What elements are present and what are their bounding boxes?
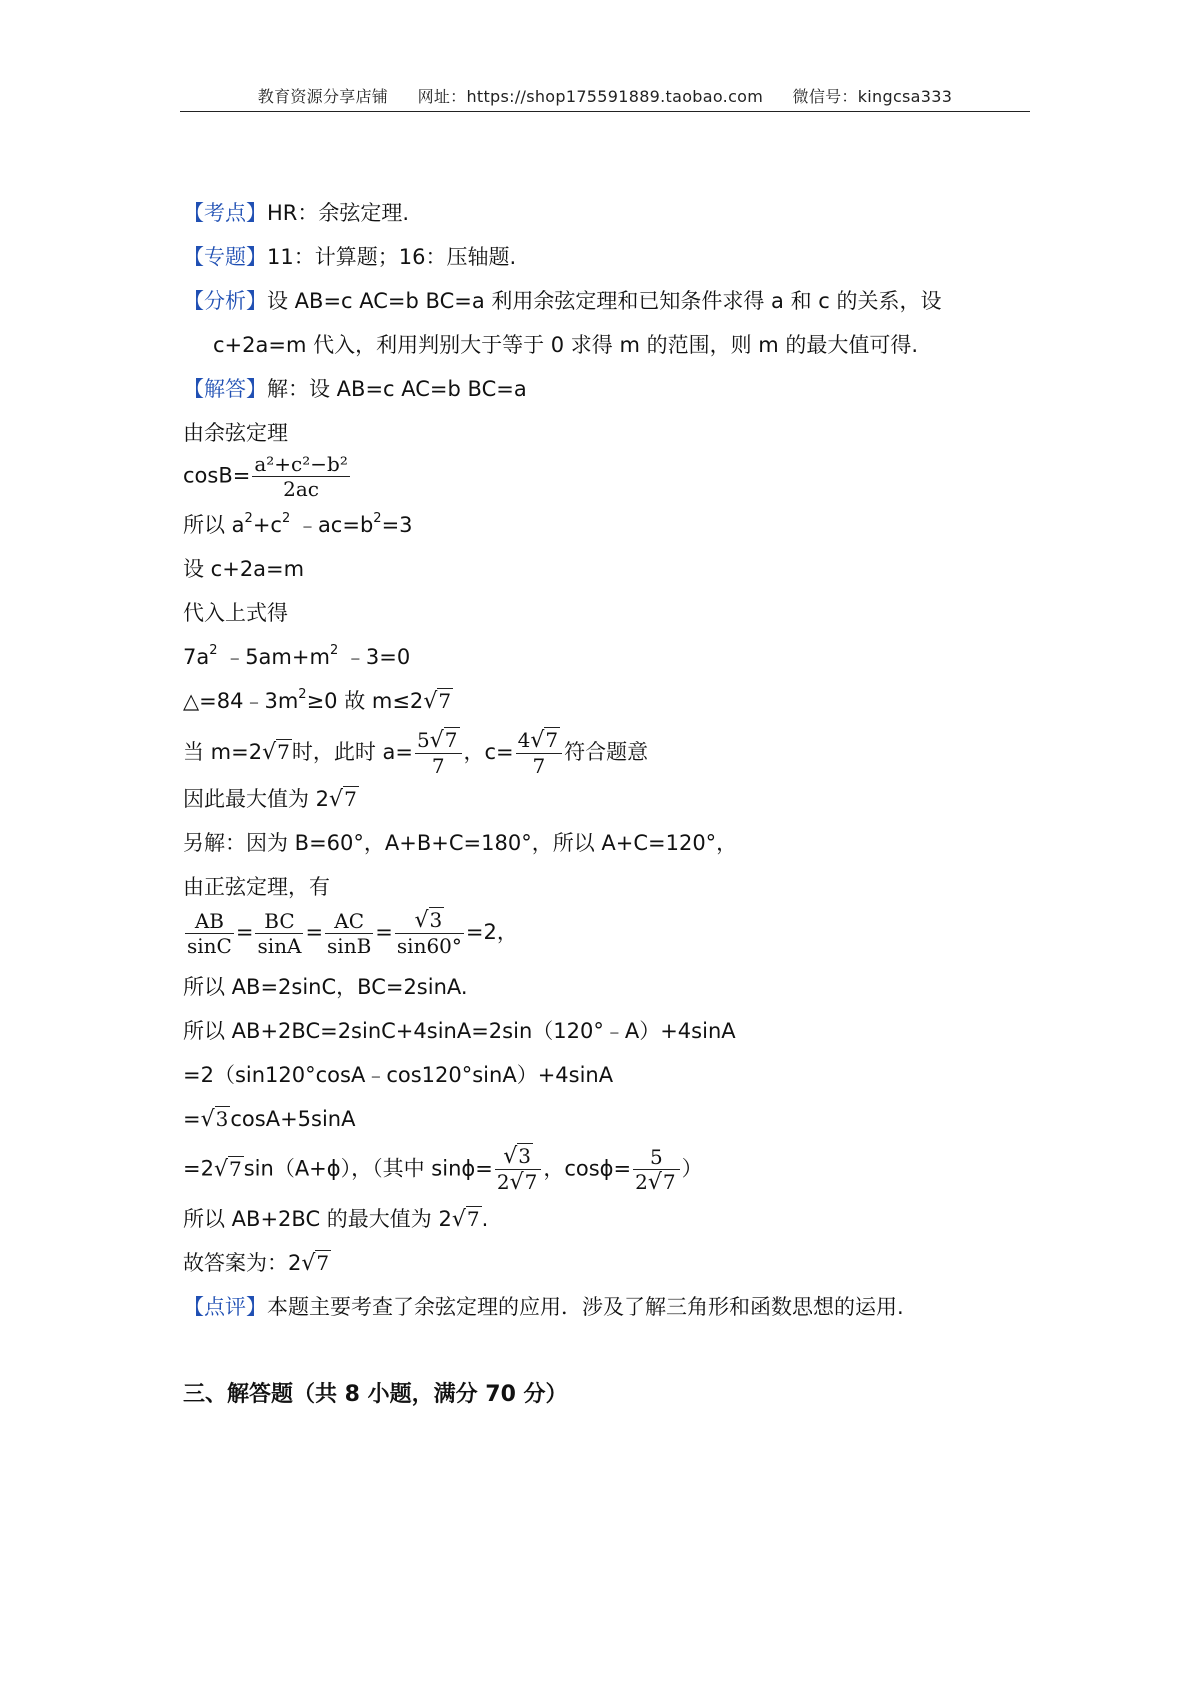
wechat-info	[793, 87, 953, 106]
expand3-rest: cosA+5sinA	[230, 1107, 356, 1131]
two-coef: 2	[496, 1170, 510, 1194]
relation-part-2: +c	[252, 513, 282, 537]
equals-2: =	[305, 920, 324, 944]
answer-text: 故答案为：2	[183, 1251, 302, 1275]
five-num: 5	[633, 1145, 680, 1170]
sqrt-7: √7	[329, 787, 357, 812]
sqrt-7: √7	[423, 689, 452, 714]
expand-line-4	[183, 1144, 703, 1195]
jieda-tag: 【解答】	[183, 377, 267, 401]
quad-part-3: ﹣3=0	[338, 645, 411, 669]
sqrt-7-radicand: 7	[545, 728, 559, 752]
ab-bc-line: 所以 AB=2sinC，BC=2sinA.	[183, 975, 468, 999]
exp-m2: 2	[329, 643, 339, 658]
two-coef: 2	[635, 1169, 648, 1194]
ab-sinc-fraction	[185, 909, 234, 958]
quad-part-2: ﹣5am+m	[217, 645, 330, 669]
quad-part-1: 7a	[183, 645, 210, 669]
sqrt-7-radicand: 7	[662, 1169, 676, 1194]
sine-law-line: 由正弦定理，有	[183, 875, 330, 899]
dianping-line	[183, 1292, 904, 1322]
zhuanti-tag: 【专题】	[183, 245, 267, 269]
max-value-line	[183, 784, 359, 815]
shop-name: 教育资源分享店铺	[257, 87, 389, 106]
zhuanti-text: 11：计算题；16：压轴题.	[267, 245, 517, 269]
sina-den: sinA	[257, 933, 302, 958]
kaodian-tag: 【考点】	[183, 201, 267, 225]
bc-sina-fraction	[255, 909, 303, 958]
expand4-close: ）	[681, 1156, 703, 1181]
cosB-fraction	[252, 452, 350, 501]
wechat-id: kingcsa333	[857, 87, 953, 106]
expand-line-3	[183, 1104, 355, 1135]
cosB-numerator: a²+c²−b²	[254, 452, 348, 476]
equality-case-line	[183, 728, 648, 778]
sqrt-7-radicand: 7	[444, 728, 458, 752]
expand3-eq: =	[183, 1107, 201, 1131]
relation-part-1: 所以 a	[183, 513, 245, 537]
set-m-line: 设 c+2a=m	[183, 557, 305, 581]
site-label: 网址：	[417, 87, 467, 106]
sqrt-3-radicand: 3	[429, 908, 443, 932]
sqrt-7-radicand: 7	[229, 1156, 242, 1181]
max-value-text: 因此最大值为 2	[183, 787, 330, 811]
equals-3: =	[375, 920, 393, 944]
zhuanti-line	[183, 242, 516, 272]
equals-1: =	[235, 920, 254, 944]
equals-two: =2，	[465, 920, 518, 944]
exp-a: 2	[244, 511, 253, 526]
a-coef: 5	[417, 728, 430, 752]
expand4-part-3: ，cosϕ=	[543, 1156, 632, 1181]
site-url[interactable]: https://shop175591889.taobao.com	[466, 87, 764, 106]
expand4-part-2: sin（A+ϕ），（其中 sinϕ=	[243, 1156, 493, 1181]
sqrt-7-radicand: 7	[438, 689, 452, 713]
expand4-part-1: =2	[183, 1156, 214, 1181]
section-heading: 三、解答题（共 8 小题，满分 70 分）	[183, 1382, 568, 1407]
eq-case-part-3: ，c=	[463, 740, 514, 764]
sqrt-3: √3	[200, 1107, 229, 1132]
bc-num: BC	[255, 909, 303, 934]
fenxi-tag: 【分析】	[183, 289, 267, 313]
ac-sinb-fraction	[325, 909, 373, 958]
page-header	[180, 84, 1030, 107]
sqrt-7: √7	[262, 740, 290, 765]
alt-solution-line: 另解：因为 B=60°，A+B+C=180°，所以 A+C=120°，	[183, 831, 738, 855]
answer-line	[183, 1248, 331, 1279]
sqrt-7: √7	[301, 1251, 330, 1276]
sqrt-7-radicand: 7	[344, 787, 357, 811]
relation-part-3: ﹣ac=b	[290, 513, 374, 537]
dianping-text: 本题主要考查了余弦定理的应用．涉及了解三角形和函数思想的运用.	[267, 1295, 904, 1319]
expand-line-2: =2（sin120°cosA﹣cos120°sinA）+4sinA	[183, 1063, 614, 1087]
sqrt-7-radicand: 7	[316, 1251, 330, 1275]
c-den: 7	[532, 754, 546, 778]
eq-case-part-2: 时，此时 a=	[291, 740, 413, 764]
sinb-den: sinB	[327, 933, 372, 958]
wechat-label: 微信号：	[792, 87, 858, 106]
cosphi-fraction: $\frac{5}{2√7}$	[633, 1145, 680, 1195]
fenxi-line-1	[183, 286, 941, 316]
relation-line	[183, 510, 413, 540]
alt-max-text: 所以 AB+2BC 的最大值为 2	[183, 1207, 452, 1231]
exp-b: 2	[373, 511, 382, 526]
dianping-tag: 【点评】	[183, 1295, 267, 1319]
a-value-fraction: $\frac{5√7}{7}$	[415, 728, 462, 778]
sinc-den: sinC	[187, 933, 232, 958]
sinphi-fraction: $\frac{√3}{2√7}$	[495, 1144, 542, 1195]
a-den: 7	[431, 754, 445, 778]
site-info	[418, 87, 764, 106]
jieda-line	[183, 374, 527, 404]
sqrt-7-radicand: 7	[524, 1170, 538, 1194]
eq-case-part-1: 当 m=2	[183, 740, 263, 764]
kaodian-line	[183, 198, 409, 228]
fenxi-text-1: 设 AB=c AC=b BC=a 利用余弦定理和已知条件求得 a 和 c 的关系，设	[267, 289, 942, 313]
fenxi-line-2: c+2a=m 代入，利用判别大于等于 0 求得 m 的范围，则 m 的最大值可得.	[213, 333, 919, 357]
disc-part-2: ≥0 故 m≤2	[306, 689, 424, 713]
sqrt3-sin60-fraction: $\frac{√3}{\sin 60^\circ}$	[396, 908, 462, 958]
ab-num: AB	[185, 909, 234, 934]
cosB-denominator: 2ac	[283, 477, 320, 501]
sqrt-7-radicand: 7	[466, 1207, 480, 1231]
cosine-law-line: 由余弦定理	[183, 421, 288, 445]
exp-c: 2	[281, 511, 291, 526]
expand-line-1: 所以 AB+2BC=2sinC+4sinA=2sin（120°﹣A）+4sinA	[183, 1019, 736, 1043]
sine-ratio-line	[183, 908, 518, 958]
jieda-intro: 解：设 AB=c AC=b BC=a	[267, 377, 527, 401]
exp-m2b: 2	[298, 687, 307, 702]
alt-max-line	[183, 1204, 488, 1235]
sqrt-3-radicand: 3	[518, 1144, 531, 1168]
sqrt-3-radicand: 3	[215, 1107, 229, 1131]
ac-num: AC	[325, 909, 373, 934]
sqrt-7: √7	[213, 1156, 242, 1182]
quadratic-line	[183, 642, 410, 672]
eq-case-part-4: 符合题意	[564, 740, 649, 764]
kaodian-text: HR：余弦定理.	[267, 201, 410, 225]
sqrt-7-radicand: 7	[277, 740, 290, 764]
sin60-den: sin60°	[396, 934, 462, 958]
discriminant-line	[183, 686, 453, 717]
header-rule	[180, 111, 1030, 112]
sqrt-7: √7	[451, 1207, 480, 1232]
c-coef: 4	[517, 728, 531, 752]
cosB-prefix: cosB=	[183, 463, 251, 488]
alt-max-period: .	[481, 1207, 489, 1231]
c-value-fraction: $\frac{4√7}{7}$	[516, 728, 563, 778]
exp-a2: 2	[209, 643, 218, 658]
cosB-formula	[183, 452, 352, 501]
disc-part-1: △=84﹣3m	[183, 689, 299, 713]
substitute-line: 代入上式得	[183, 601, 288, 625]
relation-part-4: =3	[381, 513, 413, 537]
